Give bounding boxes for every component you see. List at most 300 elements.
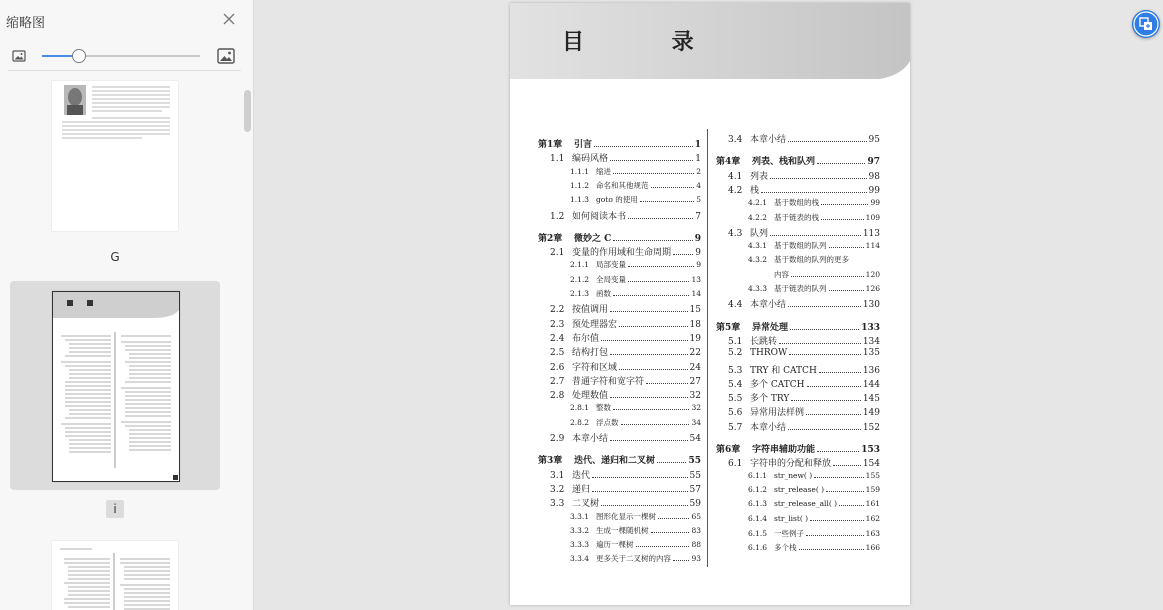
- toc-title: 多个 CATCH: [750, 379, 805, 390]
- toc-section-entry[interactable]: [728, 391, 880, 404]
- toc-number: 6.1.6: [748, 543, 768, 553]
- toc-number: 2.1.1: [570, 260, 590, 270]
- toc-number: 第1章: [538, 140, 563, 150]
- toc-number: 3.3.4: [570, 554, 590, 564]
- toc-number: 2.1.2: [570, 274, 590, 284]
- toc-subsection-entry[interactable]: [748, 197, 880, 208]
- toc-leader: [594, 145, 693, 147]
- toc-number: 4.3.2: [748, 255, 768, 265]
- toc-title: 多个 TRY: [750, 394, 790, 405]
- toc-leader: [829, 289, 864, 291]
- toc-title: 本章小结: [750, 135, 787, 145]
- toc-number: 第5章: [716, 322, 741, 333]
- toc-leader: [610, 439, 688, 441]
- toc-title: 普通字符和宽字符: [572, 376, 645, 387]
- toc-section-entry[interactable]: [550, 345, 701, 358]
- toc-leader: [770, 177, 867, 179]
- toc-subsection-entry[interactable]: [748, 212, 880, 223]
- toc-title: 图形化显示一棵树: [596, 511, 656, 521]
- toc-number: 2.1: [550, 248, 565, 259]
- toc-subsection-entry[interactable]: [570, 402, 701, 413]
- toc-subsection-entry[interactable]: [570, 417, 701, 428]
- toc-section-entry[interactable]: [550, 496, 701, 509]
- toc-title: 预处理器宏: [572, 319, 618, 330]
- toc-title: 基于链表的栈: [774, 212, 819, 222]
- toc-page-number: 59: [689, 499, 701, 510]
- thumbnail-zoom-bar: [0, 42, 253, 70]
- toc-number: 2.1.3: [570, 289, 590, 298]
- toc-page-number: 149: [862, 408, 880, 419]
- toc-leader: [817, 162, 865, 164]
- toc-leader: [821, 203, 868, 205]
- toc-title: 列表: [750, 171, 769, 182]
- toc-page-number: 144: [862, 379, 880, 390]
- toc-number: 3.3.1: [570, 511, 590, 521]
- toc-title: str_release( ): [774, 484, 825, 494]
- toc-leader: [791, 399, 861, 401]
- toc-leader: [601, 504, 688, 506]
- toc-leader: [610, 310, 688, 312]
- toc-section-entry[interactable]: [550, 360, 701, 373]
- toc-subsection-entry[interactable]: [748, 542, 880, 553]
- toc-subsection-entry[interactable]: [570, 525, 701, 536]
- toc-section-entry[interactable]: [728, 169, 880, 182]
- toc-page-number: 97: [867, 157, 880, 168]
- toc-section-entry[interactable]: [550, 151, 701, 164]
- toc-leader: [610, 396, 688, 398]
- toc-title: 布尔值: [572, 333, 600, 344]
- toc-title: 浮点数: [596, 417, 619, 427]
- toc-section-entry[interactable]: [550, 374, 701, 387]
- toc-leader: [613, 294, 689, 296]
- toc-title: str_list( ): [774, 513, 809, 523]
- toc-number: 第2章: [538, 233, 563, 244]
- toc-title: 基于链表的队列: [774, 284, 827, 293]
- toc-page-number: 1: [695, 154, 701, 165]
- toc-title: 基于数组的队列: [774, 241, 827, 251]
- toc-number: 3.4: [728, 135, 743, 145]
- toc-leader: [651, 531, 690, 533]
- toc-number: 4.3.1: [748, 241, 768, 251]
- toc-section-entry[interactable]: [550, 331, 701, 344]
- toc-section-entry[interactable]: [728, 226, 880, 239]
- toc-leader: [806, 413, 861, 415]
- toc-number: 2.5: [550, 348, 565, 359]
- toc-leader: [619, 368, 688, 370]
- toc-page-number: 55: [688, 456, 701, 467]
- zoom-slider-track[interactable]: [42, 55, 200, 57]
- toc-leader: [788, 305, 861, 307]
- toc-number: 2.4: [550, 333, 565, 344]
- toc-page-number: 109: [865, 212, 880, 222]
- toc-section-entry[interactable]: [550, 388, 701, 401]
- thumbnail-page: [52, 81, 178, 231]
- zoom-slider-handle[interactable]: [72, 49, 86, 63]
- toc-subsection-entry[interactable]: [570, 274, 701, 285]
- toc-title: 编码风格: [572, 154, 609, 165]
- toc-title: 处理数值: [572, 391, 609, 402]
- toc-leader: [789, 353, 861, 355]
- toc-subsection-entry[interactable]: [748, 528, 880, 539]
- toc-leader: [788, 428, 861, 430]
- toc-leader: [636, 545, 690, 547]
- toc-leader: [610, 353, 688, 355]
- toc-leader: [651, 186, 695, 188]
- toc-title: 全局变量: [596, 274, 626, 284]
- toc-number: 3.3.2: [570, 525, 590, 535]
- toc-number: 2.8.2: [570, 417, 590, 427]
- toc-page-number: 98: [868, 171, 880, 182]
- toc-page-number: 9: [696, 260, 701, 270]
- toc-page-number: 19: [689, 333, 701, 344]
- toc-leader: [628, 280, 689, 282]
- toc-title: 迭代: [572, 470, 591, 481]
- toc-leader: [601, 339, 688, 341]
- toc-leader: [628, 265, 694, 267]
- toc-leader: [770, 234, 861, 236]
- toc-chapter-entry[interactable]: [538, 231, 701, 244]
- toc-number: 2.8.1: [570, 403, 590, 413]
- sidebar-scrollbar[interactable]: [244, 90, 251, 132]
- toc-subsection-entry[interactable]: [748, 499, 880, 509]
- toc-leader: [817, 450, 859, 452]
- toc-title: 字符串的分配和释放: [750, 459, 832, 470]
- toc-number: 4.2.2: [748, 212, 768, 222]
- toc-page-number: 159: [865, 484, 880, 494]
- toc-title: 按值调用: [572, 305, 609, 316]
- toc-page-number: 18: [689, 319, 701, 330]
- toc-number: 6.1.1: [748, 470, 768, 480]
- thumbnail-label: i: [106, 500, 124, 518]
- thumbnail-label: G: [110, 250, 120, 264]
- toc-page-number: 88: [691, 540, 701, 550]
- close-icon[interactable]: [221, 11, 237, 27]
- toc-page-number: 99: [870, 198, 880, 208]
- divider: [8, 70, 241, 71]
- toc-number: 5.7: [728, 422, 743, 433]
- toc-page-number: 13: [691, 274, 701, 284]
- toc-leader: [613, 239, 692, 241]
- toc-number: 4.3.3: [748, 284, 768, 293]
- toc-number: 4.2: [728, 185, 743, 196]
- toc-leader: [799, 548, 864, 550]
- toc-leader: [628, 217, 693, 219]
- toc-subsection-entry[interactable]: [570, 180, 701, 191]
- toc-number: 1.1.2: [570, 180, 590, 190]
- toc-page-number: 27: [689, 376, 701, 387]
- panel-title: 缩略图: [6, 16, 46, 31]
- toc-title: 字符串辅助功能: [752, 445, 816, 455]
- toc-title: 异常用法样例: [750, 408, 805, 419]
- toc-leader: [657, 461, 686, 463]
- toc-page-number: 2: [696, 166, 701, 176]
- column-divider: [707, 129, 708, 567]
- toc-number: 1.1.3: [570, 195, 590, 205]
- toc-leader: [613, 172, 694, 174]
- toc-number: 5.5: [728, 394, 743, 405]
- toc-number: 4.4: [728, 300, 743, 311]
- toc-section-entry[interactable]: [728, 405, 880, 418]
- toc-subsection-entry[interactable]: [748, 485, 880, 495]
- toc-page-number: 114: [865, 241, 880, 251]
- toc-leader: [829, 246, 864, 248]
- toc-page-number: 161: [865, 499, 880, 509]
- toc-leader: [807, 385, 861, 387]
- toc-section-entry[interactable]: [728, 348, 880, 358]
- toc-number: 6.1.3: [748, 499, 768, 509]
- toc-page-number: 32: [689, 391, 701, 402]
- toc-page-number: 9: [694, 233, 701, 244]
- toc-section-entry[interactable]: [550, 302, 701, 315]
- thumbnail-panel: [0, 0, 254, 610]
- toc-page-number: 95: [868, 135, 880, 145]
- toc-number: 3.2: [550, 484, 565, 495]
- toc-title: 更多关于二叉树的内容: [596, 554, 671, 564]
- toc-section-entry[interactable]: [728, 420, 880, 433]
- toc-title: 字符和区域: [572, 362, 618, 373]
- toc-leader: [821, 218, 864, 220]
- toc-title: 缩进: [596, 166, 611, 176]
- thumbnail-author-page: [52, 81, 178, 231]
- toc-number: 1.1: [550, 154, 565, 165]
- toc-leader: [779, 342, 861, 344]
- toc-number: 4.1: [728, 171, 743, 182]
- toc-leader: [833, 464, 861, 466]
- toc-subsection-entry[interactable]: [748, 514, 880, 524]
- toc-title: 栈: [750, 185, 760, 196]
- toc-title: 二叉树: [572, 499, 600, 510]
- image-small-icon[interactable]: [11, 48, 27, 64]
- toc-section-entry[interactable]: [550, 245, 701, 258]
- toc-title: 结构打包: [572, 348, 609, 359]
- toc-chapter-entry[interactable]: [716, 320, 880, 333]
- toc-section-entry[interactable]: [728, 456, 880, 469]
- toc-number: 6.1.5: [748, 528, 768, 538]
- toc-subsection-entry[interactable]: [570, 539, 701, 550]
- toc-leader: [806, 534, 864, 536]
- image-large-icon[interactable]: [216, 46, 236, 66]
- toc-leader: [826, 490, 864, 492]
- toc-page-number: 5: [696, 195, 701, 205]
- toc-page-number: 9: [695, 248, 701, 259]
- toc-section-entry[interactable]: [728, 297, 880, 310]
- toc-leader: [613, 408, 689, 410]
- toc-title: 遍历一棵树: [596, 540, 634, 550]
- thumbnail-card[interactable]: [10, 72, 220, 240]
- toc-number: 1.2: [550, 211, 565, 222]
- toc-title: goto 的使用: [596, 195, 638, 205]
- toc-number: 2.7: [550, 376, 565, 387]
- toc-subsection-entry[interactable]: [748, 240, 880, 251]
- toc-page-number: 32: [691, 403, 701, 413]
- toc-page-number: 145: [862, 394, 880, 405]
- toc-title: 基于数组的队列的更多: [774, 255, 849, 265]
- toc-page-number: 65: [691, 511, 701, 521]
- document-viewport: [254, 0, 1163, 610]
- toc-leader: [658, 517, 689, 519]
- toc-title: TRY 和 CATCH: [750, 365, 817, 376]
- page-title: 目 录: [562, 29, 734, 55]
- toc-leader: [761, 191, 867, 193]
- toc-page-number: 136: [862, 365, 880, 376]
- toc-page-number: 113: [862, 228, 880, 239]
- toc-number: 4.2.1: [748, 198, 768, 208]
- toc-leader: [814, 476, 864, 478]
- toc-page-number: 152: [862, 422, 880, 433]
- toc-page-number: 130: [862, 300, 880, 311]
- toc-title: 整数: [596, 403, 611, 413]
- toc-number: 1.1.1: [570, 166, 590, 176]
- toc-leader: [788, 140, 867, 142]
- toc-number: 5.1: [728, 336, 743, 347]
- toc-page-number: 133: [861, 322, 880, 333]
- thumbnail-toc-page-2: [52, 541, 178, 610]
- toc-page-number: 99: [868, 185, 880, 196]
- toc-leader: [592, 490, 688, 492]
- toc-section-entry[interactable]: [728, 377, 880, 390]
- toc-title: 本章小结: [750, 422, 787, 433]
- toc-page-number: 154: [862, 459, 880, 470]
- toc-number: 4.3: [728, 228, 743, 239]
- toc-title: 列表、栈和队列: [752, 157, 816, 168]
- toc-section-entry[interactable]: [550, 431, 701, 444]
- toc-number: 6.1.4: [748, 513, 768, 523]
- toc-section-entry[interactable]: [550, 468, 701, 481]
- toc-chapter-entry[interactable]: [538, 453, 701, 466]
- toc-leader: [810, 519, 864, 521]
- toc-section-entry[interactable]: [728, 334, 880, 347]
- toc-number: 3.3.3: [570, 540, 590, 550]
- toc-subsection-entry[interactable]: [570, 288, 701, 299]
- toc-title: 引言: [574, 140, 593, 150]
- toc-page-number: 162: [865, 513, 880, 523]
- thumbnail-toc-page: [53, 292, 179, 481]
- toc-section-entry[interactable]: [550, 209, 701, 222]
- toc-leader: [646, 382, 688, 384]
- toc-subsection-entry[interactable]: [748, 269, 880, 280]
- toc-title: 本章小结: [572, 434, 609, 444]
- toc-page-number: 4: [696, 180, 701, 190]
- toc-title: 迭代、递归和二叉树: [574, 456, 656, 467]
- toc-page-number: 1: [694, 140, 701, 150]
- toc-subsection-entry[interactable]: [748, 471, 880, 481]
- toc-title: str_release_all( ): [774, 499, 838, 509]
- toc-subsection-entry[interactable]: [570, 194, 701, 205]
- toc-leader: [673, 559, 689, 561]
- thumbnail-card-selected[interactable]: [10, 281, 220, 490]
- thumbnail-page: [52, 291, 180, 482]
- toc-number: 6.1.2: [748, 484, 768, 494]
- toc-title: 内容: [774, 269, 789, 279]
- toc-chapter-entry[interactable]: [716, 154, 880, 167]
- toc-page-number: 135: [862, 348, 880, 359]
- toc-page-number: 24: [689, 362, 701, 373]
- toc-section-entry[interactable]: [550, 482, 701, 495]
- toc-chapter-entry[interactable]: [716, 442, 880, 455]
- toc-section-entry[interactable]: [728, 363, 880, 376]
- toc-title: 异常处理: [752, 322, 789, 333]
- toc-leader: [839, 504, 864, 506]
- toc-title: 如何阅读本书: [572, 211, 627, 222]
- toc-leader: [640, 200, 694, 202]
- toc-page-number: 153: [861, 445, 880, 455]
- toc-page-number: 34: [691, 417, 701, 427]
- toc-page-number: 83: [691, 525, 701, 535]
- toc-number: 3.1: [550, 470, 565, 481]
- toc-leader: [673, 253, 693, 255]
- toc-title: 队列: [750, 228, 769, 239]
- toc-number: 第3章: [538, 456, 563, 467]
- toc-page-number: 14: [691, 289, 701, 298]
- toc-subsection-entry[interactable]: [570, 259, 701, 270]
- toc-page-number: 54: [689, 434, 701, 444]
- thumbnail-list: [0, 72, 253, 610]
- thumbnail-card[interactable]: [10, 531, 220, 610]
- toc-number: 5.3: [728, 365, 743, 376]
- toc-page-number: 163: [865, 528, 880, 538]
- toc-title: 一些例子: [774, 528, 804, 538]
- toc-title: str_new( ): [774, 470, 813, 480]
- toc-title: 长跳转: [750, 336, 778, 347]
- toc-title: 局部变量: [596, 260, 626, 270]
- toc-number: 2.2: [550, 305, 565, 316]
- toc-title: 变量的作用域和生命周期: [572, 248, 672, 259]
- toc-leader: [619, 325, 688, 327]
- toc-section-entry[interactable]: [550, 317, 701, 330]
- toc-page-number: 93: [691, 554, 701, 564]
- toc-number: 3.3: [550, 499, 565, 510]
- translate-icon[interactable]: [1132, 10, 1160, 38]
- toc-subsection-entry[interactable]: [570, 166, 701, 177]
- toc-subsection-entry[interactable]: [748, 254, 880, 265]
- toc-number: 5.2: [728, 348, 743, 359]
- toc-number: 6.1: [728, 459, 743, 470]
- toc-number: 5.6: [728, 408, 743, 419]
- toc-section-entry[interactable]: [728, 132, 880, 145]
- toc-subsection-entry[interactable]: [570, 511, 701, 522]
- toc-section-entry[interactable]: [728, 183, 880, 196]
- toc-chapter-entry[interactable]: [538, 137, 701, 150]
- toc-page-number: 7: [695, 211, 701, 222]
- toc-leader: [819, 371, 861, 373]
- toc-title: 多个栈: [774, 543, 797, 553]
- toc-page-number: 155: [865, 470, 880, 480]
- toc-page-number: 120: [865, 269, 880, 279]
- toc-title: 生成一棵随机树: [596, 525, 649, 535]
- toc-leader: [790, 328, 859, 330]
- toc-subsection-entry[interactable]: [570, 553, 701, 564]
- toc-number: 第4章: [716, 157, 741, 168]
- toc-title: THROW: [750, 348, 788, 359]
- toc-number: 2.9: [550, 434, 565, 444]
- toc-title: 命名和其他规范: [596, 180, 649, 190]
- toc-number: 2.6: [550, 362, 565, 373]
- toc-title: 本章小结: [750, 300, 787, 311]
- toc-title: 微妙之 C: [574, 233, 612, 244]
- toc-subsection-entry[interactable]: [748, 283, 880, 294]
- toc-page-number: 55: [689, 470, 701, 481]
- toc-leader: [621, 423, 690, 425]
- toc-title: 递归: [572, 484, 591, 495]
- toc-page-number: 166: [865, 543, 880, 553]
- toc-leader: [791, 275, 864, 277]
- toc-number: 2.3: [550, 319, 565, 330]
- toc-title: 函数: [596, 289, 611, 298]
- toc-leader: [592, 476, 688, 478]
- toc-page-number: 134: [862, 336, 880, 347]
- toc-number: 2.8: [550, 391, 565, 402]
- thumbnail-page: [52, 541, 178, 610]
